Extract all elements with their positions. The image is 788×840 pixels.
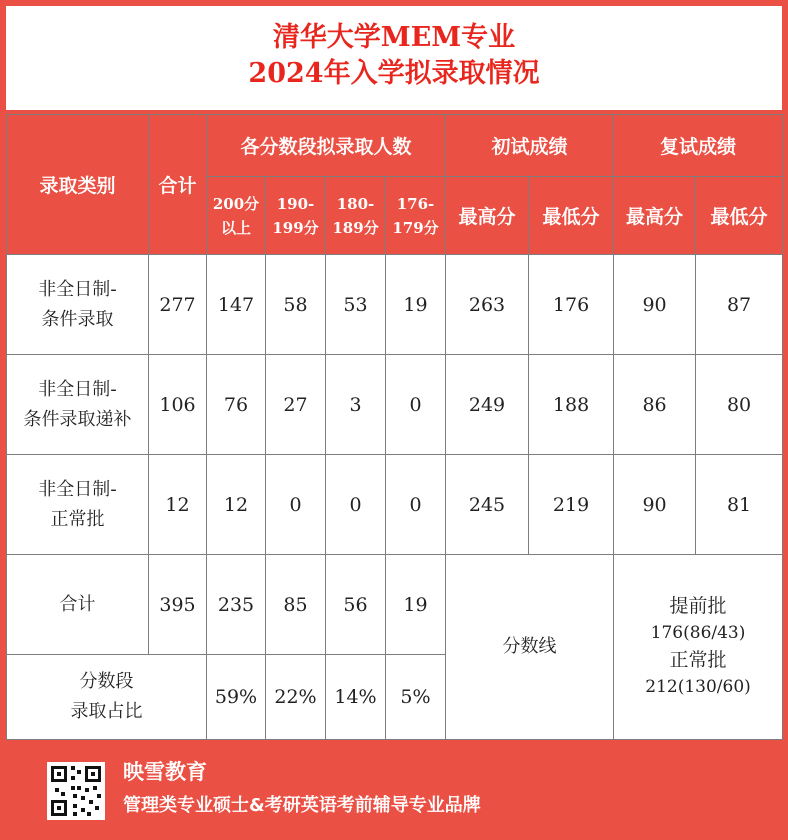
- qr-code-icon: [47, 762, 105, 820]
- row-retest-max: 90: [614, 455, 696, 555]
- ratio-band-180: 14%: [326, 655, 386, 740]
- summary-band-180: 56: [326, 555, 386, 655]
- row-category: [7, 255, 149, 355]
- row-total: 106: [149, 355, 207, 455]
- header-band-180: [326, 177, 386, 255]
- row-total: 12: [149, 455, 207, 555]
- ratio-band-190: 22%: [266, 655, 326, 740]
- header-retest: 复试成绩: [614, 115, 783, 177]
- header-band-190: [266, 177, 326, 255]
- row-band-200: 147: [207, 255, 266, 355]
- row-retest-max: 86: [614, 355, 696, 455]
- cutoff-early-label: 提前批: [669, 595, 727, 617]
- table-row: [7, 355, 783, 455]
- table-row: [7, 455, 783, 555]
- row-band-200: 12: [207, 455, 266, 555]
- row-band-190: 58: [266, 255, 326, 355]
- row-init-max: 249: [446, 355, 529, 455]
- row-band-200: 76: [207, 355, 266, 455]
- admission-card: [6, 6, 782, 739]
- brand-name: 映雪教育: [123, 760, 207, 784]
- row-band-176: 19: [386, 255, 446, 355]
- summary-label: 合计: [7, 555, 149, 655]
- row-retest-min: 87: [696, 255, 783, 355]
- row-init-max: 263: [446, 255, 529, 355]
- header-band-176: [386, 177, 446, 255]
- ratio-band-200: 59%: [207, 655, 266, 740]
- header-band-200-a: 200分: [212, 194, 260, 213]
- header-initial-exam: 初试成绩: [446, 115, 614, 177]
- row-category: [7, 355, 149, 455]
- row-init-min: 176: [529, 255, 614, 355]
- row-init-min: 188: [529, 355, 614, 455]
- cutoff-label: 分数线: [446, 555, 614, 740]
- brand-slogan: 管理类专业硕士&考研英语考前辅导专业品牌: [123, 795, 481, 816]
- row-total: 277: [149, 255, 207, 355]
- header-band-200: [207, 177, 266, 255]
- row-band-176: 0: [386, 455, 446, 555]
- title-line-1: 清华大学MEM专业: [272, 22, 516, 53]
- header-band-180-a: 180-: [336, 194, 375, 213]
- summary-row: [7, 555, 783, 655]
- header-score-bands: 各分数段拟录取人数: [207, 115, 446, 177]
- ratio-label-a: 分数段: [79, 671, 134, 692]
- header-band-176-a: 176-: [396, 194, 435, 213]
- header-retest-min: 最低分: [696, 177, 783, 255]
- header-band-190-b: 199分: [272, 218, 319, 237]
- row-band-180: 0: [326, 455, 386, 555]
- row-retest-min: 80: [696, 355, 783, 455]
- row-category: [7, 455, 149, 555]
- title-band: [6, 6, 782, 114]
- row-init-min: 219: [529, 455, 614, 555]
- cutoff-detail: [614, 555, 783, 740]
- header-band-180-b: 189分: [332, 218, 379, 237]
- header-total: 合计: [149, 115, 207, 255]
- header-band-190-a: 190-: [276, 194, 315, 213]
- ratio-label-b: 录取占比: [70, 701, 143, 722]
- header-band-200-b: 以上: [220, 218, 251, 237]
- cutoff-early-value: 176(86/43): [650, 623, 746, 643]
- table-row: [7, 255, 783, 355]
- title-line-2: 2024年入学拟录取情况: [248, 58, 540, 89]
- header-init-max: 最高分: [446, 177, 529, 255]
- summary-band-200: 235: [207, 555, 266, 655]
- row-category-a: 非全日制-: [38, 378, 117, 400]
- cutoff-normal-value: 212(130/60): [645, 677, 751, 697]
- ratio-band-176: 5%: [386, 655, 446, 740]
- admission-table: [6, 114, 783, 740]
- row-band-180: 3: [326, 355, 386, 455]
- summary-band-190: 85: [266, 555, 326, 655]
- footer: [0, 742, 788, 840]
- header-init-min: 最低分: [529, 177, 614, 255]
- row-band-190: 27: [266, 355, 326, 455]
- row-category-b: 正常批: [50, 508, 105, 530]
- row-band-190: 0: [266, 455, 326, 555]
- cutoff-normal-label: 正常批: [669, 649, 727, 671]
- row-band-180: 53: [326, 255, 386, 355]
- row-retest-min: 81: [696, 455, 783, 555]
- ratio-label: [7, 655, 207, 740]
- row-band-176: 0: [386, 355, 446, 455]
- summary-total: 395: [149, 555, 207, 655]
- header-retest-max: 最高分: [614, 177, 696, 255]
- row-retest-max: 90: [614, 255, 696, 355]
- header-category: 录取类别: [7, 115, 149, 255]
- row-category-b: 条件录取: [41, 308, 114, 330]
- header-band-176-b: 179分: [392, 218, 439, 237]
- row-category-b: 条件录取递补: [23, 408, 132, 430]
- row-init-max: 245: [446, 455, 529, 555]
- row-category-a: 非全日制-: [38, 278, 117, 300]
- row-category-a: 非全日制-: [38, 478, 117, 500]
- summary-band-176: 19: [386, 555, 446, 655]
